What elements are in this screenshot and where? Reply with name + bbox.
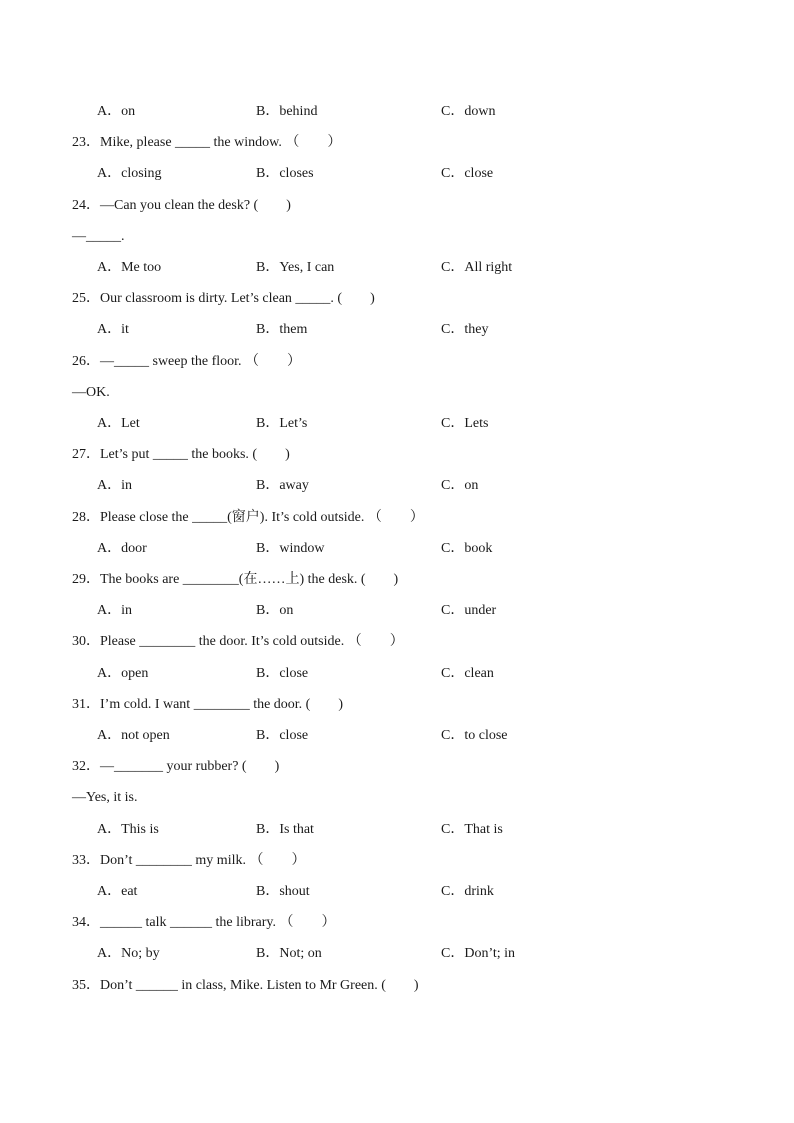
option-a: A．eat xyxy=(97,884,138,899)
option-b: B．away xyxy=(256,478,309,493)
dialogue-line: —_____. xyxy=(72,229,125,244)
option-a: A．it xyxy=(97,322,129,337)
option-c: C．That is xyxy=(441,822,503,837)
option-b: B．shout xyxy=(256,884,310,899)
question-stem: 24．—Can you clean the desk? ( ) xyxy=(72,198,291,213)
option-a: A．in xyxy=(97,603,132,618)
option-c: C．down xyxy=(441,104,496,119)
option-c: C．clean xyxy=(441,666,494,681)
option-c: C．book xyxy=(441,541,493,556)
question-stem: 25．Our classroom is dirty. Let’s clean _____. ( ) xyxy=(72,291,375,306)
dialogue-line: —Yes, it is. xyxy=(72,790,138,805)
option-b: B．them xyxy=(256,322,308,337)
question-stem: 35．Don’t ______ in class, Mike. Listen to Mr Green. ( ) xyxy=(72,978,419,993)
option-b: B．closes xyxy=(256,166,314,181)
option-c: C．they xyxy=(441,322,489,337)
option-c: C．on xyxy=(441,478,479,493)
option-b: B．Not; on xyxy=(256,946,322,961)
option-a: A．door xyxy=(97,541,147,556)
option-b: B．window xyxy=(256,541,325,556)
option-a: A．This is xyxy=(97,822,159,837)
option-b: B．close xyxy=(256,728,309,743)
option-b: B．close xyxy=(256,666,309,681)
option-c: C．to close xyxy=(441,728,508,743)
question-stem: 26．—_____ sweep the floor. （ ） xyxy=(72,354,302,369)
option-a: A．on xyxy=(97,104,136,119)
option-c: C．All right xyxy=(441,260,513,275)
option-b: B．Let’s xyxy=(256,416,308,431)
question-stem: 23．Mike, please _____ the window. （ ） xyxy=(72,135,342,150)
option-a: A．closing xyxy=(97,166,162,181)
question-stem: 33．Don’t ________ my milk. （ ） xyxy=(72,853,306,868)
option-c: C．close xyxy=(441,166,494,181)
question-stem: 28．Please close the _____(窗户). It’s cold outside. （ ） xyxy=(72,510,424,525)
option-a: A．not open xyxy=(97,728,170,743)
option-a: A．in xyxy=(97,478,132,493)
question-stem: 30．Please ________ the door. It’s cold outside. （ ） xyxy=(72,634,404,649)
option-c: C．under xyxy=(441,603,497,618)
option-b: B．Yes, I can xyxy=(256,260,335,275)
option-a: A．Let xyxy=(97,416,140,431)
option-b: B．Is that xyxy=(256,822,314,837)
option-b: B．on xyxy=(256,603,294,618)
question-stem: 31．I’m cold. I want ________ the door. ( ) xyxy=(72,697,344,712)
dialogue-line: —OK. xyxy=(72,385,110,400)
option-a: A．Me too xyxy=(97,260,162,275)
option-a: A．No; by xyxy=(97,946,160,961)
question-stem: 29．The books are ________(在……上) the desk. ( ) xyxy=(72,572,399,587)
option-c: C．Lets xyxy=(441,416,489,431)
option-b: B．behind xyxy=(256,104,318,119)
option-c: C．Don’t; in xyxy=(441,946,516,961)
question-stem: 27．Let’s put _____ the books. ( ) xyxy=(72,447,290,462)
option-a: A．open xyxy=(97,666,149,681)
question-stem: 32．—_______ your rubber? ( ) xyxy=(72,759,280,774)
option-c: C．drink xyxy=(441,884,494,899)
question-stem: 34．______ talk ______ the library. （ ） xyxy=(72,915,336,930)
